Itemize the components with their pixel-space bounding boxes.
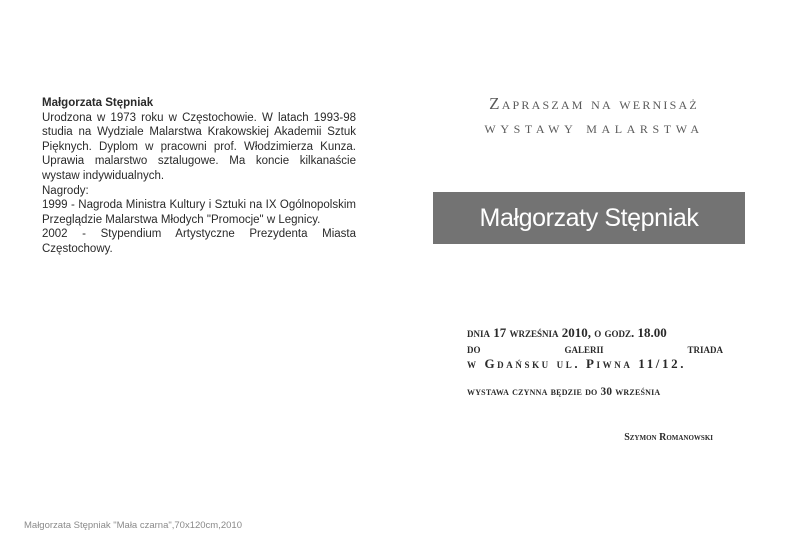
invitation-heading xyxy=(470,92,718,140)
invitation-line-1: Zapraszam na wernisaż xyxy=(489,94,699,113)
bio-name: Małgorzata Stępniak xyxy=(42,97,154,109)
venue-word-3: triada xyxy=(687,340,723,356)
awards-heading: Nagrody: xyxy=(42,184,89,197)
venue-word-2: galerii xyxy=(564,340,604,356)
invitation-author: Szymon Romanowski xyxy=(624,432,713,443)
event-date: dnia 17 września 2010, o godz. 18.00 xyxy=(467,325,667,340)
artwork-caption: Małgorzata Stępniak "Mała czarna",70x120cm,2010 xyxy=(24,520,242,531)
artist-bio xyxy=(42,96,356,257)
invitation-line-2: wystawy malarstwa xyxy=(484,118,704,137)
event-venue xyxy=(467,341,723,357)
venue-word-1: do xyxy=(467,340,481,356)
award-2002: 2002 - Stypendium Artystyczne Prezydenta Miasta Częstochowy. xyxy=(42,228,356,255)
award-1999: 1999 - Nagroda Ministra Kultury i Sztuki na IX Ogólnopolskim Przeglądzie Malarstwa Młodych "Promocje" w Legnicy. xyxy=(42,199,356,226)
banner-artist-name: Małgorzaty Stępniak xyxy=(479,203,699,232)
bio-text: Urodzona w 1973 roku w Częstochowie. W latach 1993-98 studia na Wydziale Malarstwa Krakowskiej Akademii Sztuk Pięknych. Dyplom w pracowni prof. Włodzimierza Kunza. Uprawia malarstwo sztalugowe. Ma koncie kilkanaście wystaw indywidualnych. xyxy=(42,111,356,182)
exhibition-open-until: wystawa czynna będzie do 30 września xyxy=(467,386,661,398)
event-details xyxy=(467,325,723,372)
artist-name-banner xyxy=(433,192,745,244)
event-address: w Gdańsku ul. Piwna 11/12. xyxy=(467,356,687,371)
